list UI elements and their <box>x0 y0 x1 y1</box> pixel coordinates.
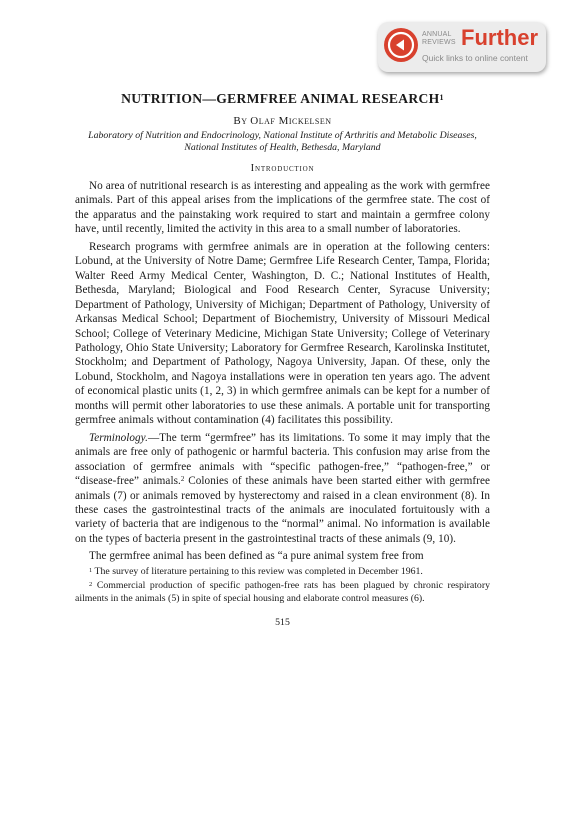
footnote-2-ref: 2 <box>180 475 185 484</box>
footnote-1 <box>75 566 490 578</box>
terminology-text-b: Colonies of these animals have been started either with germfree animals (7) or animals removed by hysterectomy and raised in a clean environment (8). In these cases the gastrointestinal tracts of the animals are inoculated fortuitously with a variety of bacteria that are indigenous to the “normal” animal. No information is available on the types of bacteria present in the gastrointestinal tracts of these animals (9, 10). <box>75 475 490 545</box>
paragraph-terminology <box>75 431 490 547</box>
title-footnote-mark: 1 <box>439 93 444 102</box>
quick-links-label: Quick links to online content <box>422 53 528 63</box>
article-page <box>75 90 490 628</box>
author-prefix: By <box>233 115 248 127</box>
footnote-1-text: The survey of literature pertaining to this review was completed in December 1961. <box>92 565 423 577</box>
footnote-2-text: Commercial production of specific pathogen-free rats has been plagued by chronic respiratory ailments in the animals (5) in spite of special housing and elaborate control measures (6). <box>75 580 490 604</box>
paragraph-research-centers: Research programs with germfree animals are in operation at the following centers: Lobund, at the University of Notre Dame; Germfree Life Research Center, Tampa, Florida; Walter Reed Army Medical Center, Washington, D. C.; National Institutes of Health, Bethesda, Maryland; Biological and Food Research Center, Syracuse University; Department of Pathology, University of Michigan; Department of Pathology, University of Arkansas Medical School; Department of Biochemistry, University of Missouri Medical School; College of Veterinary Medicine, Michigan State University; College of Veterinary Pathology, Ohio State University; Laboratory for Germfree Research, Karolinska Institutet, Stockholm; and Department of Pathology, Nagoya University, Japan. Of these, only the Lobund, Stockholm, and Nagoya installations were in operation ten years ago. The advent of economical plastic units (1, 2, 3) in which germfree animals can be kept for a number of months will permit other laboratories to use these animals. A portable unit for transporting germfree animals without contamination (4) facilitates this possibility. <box>75 240 490 427</box>
section-heading: Introduction <box>250 163 315 174</box>
title-text: NUTRITION—GERMFREE ANIMAL RESEARCH <box>121 91 440 106</box>
author-name: Olaf Mickelsen <box>250 115 332 127</box>
further-banner[interactable] <box>378 22 546 72</box>
annual-reviews-text: ANNUAL REVIEWS <box>422 31 456 46</box>
paragraph-intro: No area of nutritional research is as interesting and appealing as the work with germfree animals. Part of this appeal arises from the implications of the germfree state. The cost of the apparatus and the painstaking work required to start and maintain a germfree colony have, until recently, limited the activity in this area to a small number of laboratories. <box>75 180 490 236</box>
annual-reviews-label <box>422 31 456 47</box>
article-title <box>75 90 490 108</box>
footnote-1-mark: 1 <box>89 566 93 574</box>
author-affiliation: Laboratory of Nutrition and Endocrinology, National Institute of Arthritis and Metabolic Diseases, National Institutes of Health, Bethesda, Maryland <box>88 130 477 153</box>
author-line <box>75 114 490 128</box>
footnotes <box>75 566 490 605</box>
play-back-icon <box>384 28 418 62</box>
terminology-text-a: —The term “germfree” has its limitations. To some it may imply that the animals are free only of pathogenic or harmful bacteria. This confusion may arise from the association of germfree animals with “specific pathogen-free,” “pathogen-free,” or “disease-free” animals. <box>75 431 490 488</box>
page-number: 515 <box>275 617 290 628</box>
further-label: Further <box>461 25 538 50</box>
terminology-lead: Terminology. <box>89 431 148 444</box>
paragraph-definition: The germfree animal has been defined as “a pure animal system free from <box>89 550 424 563</box>
footnote-2-mark: 2 <box>89 581 93 589</box>
footnote-2 <box>75 580 490 605</box>
